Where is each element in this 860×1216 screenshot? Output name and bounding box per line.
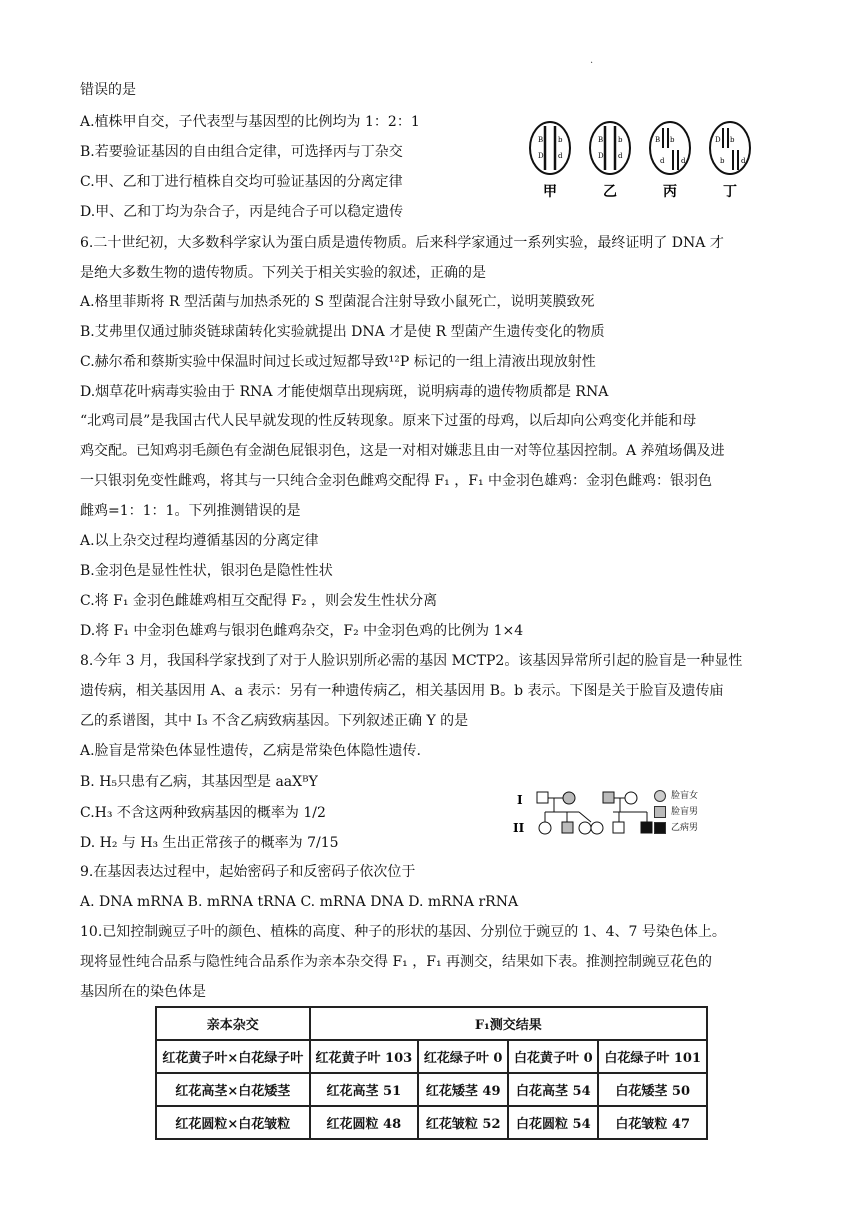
table-cell: 红花圆粒 48 (310, 1106, 419, 1139)
header-dot: · (590, 58, 594, 69)
text-line: 9.在基因表达过程中，起始密码子和反密码子依次位于 (80, 864, 416, 880)
svg-text:d: d (741, 157, 746, 165)
svg-text:B: B (538, 136, 544, 144)
cell-jia (530, 122, 570, 174)
text-line: 一只银羽免变性雌鸡，将其与一只纯合金羽色雌鸡交配得 F₁ ，F₁ 中金羽色雄鸡：金羽色雌鸡：银羽色 (80, 473, 713, 489)
table-row (156, 1073, 707, 1106)
table-cell: 白花皱粒 47 (598, 1106, 707, 1139)
svg-text:B: B (598, 136, 604, 144)
text-line: 8.今年 3 月，我国科学家找到了对于人脸识别所必需的基因 MCTP2。该基因异常所引起的脸盲是一种显性 (80, 653, 743, 669)
table-row (156, 1106, 707, 1139)
cell-yi (590, 122, 630, 174)
text-line: 是绝大多数生物的遗传物质。下列关于相关实验的叙述，正确的是 (80, 265, 486, 281)
text-line: D.甲、乙和丁均为杂合子，丙是纯合子可以稳定遗传 (80, 204, 404, 220)
svg-text:D: D (598, 152, 604, 160)
pedigree-legend (654, 788, 698, 836)
text-line: 10.已知控制豌豆子叶的颜色、植株的高度、种子的形状的基因、分别位于豌豆的 1、4、7 号染色体上。 (80, 924, 726, 940)
svg-text:b: b (618, 136, 623, 144)
text-line: D. H₂ 与 H₃ 生出正常孩子的概率为 7/15 (80, 835, 339, 851)
svg-text:d: d (681, 157, 686, 165)
text-line: C.赫尔希和蔡斯实验中保温时间过长或过短都导致¹²P 标记的一组上清液出现放射性 (80, 354, 596, 370)
table-cell: 白花绿子叶 101 (598, 1040, 707, 1073)
legend-2: 乙病男 (671, 823, 699, 833)
table-header-parent: 亲本杂交 (156, 1007, 310, 1040)
table-cell: 红花矮茎 49 (418, 1073, 508, 1106)
svg-text:D: D (538, 152, 544, 160)
table-cell: 红花高茎 51 (310, 1073, 419, 1106)
table-cell: 红花皱粒 52 (418, 1106, 508, 1139)
text-line: B.艾弗里仅通过肺炎链球菌转化实验就提出 DNA 才是使 R 型菌产生遗传变化的物质 (80, 324, 605, 340)
table-cell: 红花高茎×白花矮茎 (156, 1073, 310, 1106)
cell-bing (650, 122, 690, 174)
table-cell: 红花黄子叶×白花绿子叶 (156, 1040, 310, 1073)
svg-text:b: b (670, 136, 675, 144)
legend-0: 脸盲女 (671, 791, 699, 801)
text-line: C.H₃ 不含这两种致病基因的概率为 1/2 (80, 805, 326, 821)
svg-text:b: b (730, 136, 735, 144)
text-line: 现将显性纯合品系与隐性纯合品系作为亲本杂交得 F₁ ，F₁ 再测交，结果如下表。推测控制豌豆花色的 (80, 954, 713, 970)
gen-label-2: II (513, 821, 525, 835)
table-cell: 红花绿子叶 0 (418, 1040, 508, 1073)
legend-circle-icon (654, 790, 666, 802)
text-line: B. H₅只患有乙病，其基因型是 aaXᴮY (80, 774, 318, 790)
table-cell: 白花黄子叶 0 (508, 1040, 598, 1073)
text-line: C.将 F₁ 金羽色雌雄鸡相互交配得 F₂ ，则会发生性状分离 (80, 593, 438, 609)
svg-text:b: b (720, 157, 725, 165)
table-cell: 白花高茎 54 (508, 1073, 598, 1106)
text-line: A.以上杂交过程均遵循基因的分离定律 (80, 533, 319, 549)
legend-grey-square-icon (654, 806, 666, 818)
text-line: A. DNA mRNA B. mRNA tRNA C. mRNA DNA D. mRNA rRNA (80, 894, 519, 910)
table-header-result: F₁测交结果 (310, 1007, 707, 1040)
cell-label-2: 丙 (663, 184, 677, 200)
text-line: A.格里菲斯将 R 型活菌与加热杀死的 S 型菌混合注射导致小鼠死亡，说明荚膜致死 (80, 294, 595, 310)
cell-label-3: 丁 (723, 184, 737, 200)
text-line: 基因所在的染色体是 (80, 984, 206, 1000)
text-line: 雌鸡=1：1：1。下列推测错误的是 (80, 503, 301, 519)
text-line: D.将 F₁ 中金羽色雄鸡与银羽色雌鸡杂交，F₂ 中金羽色鸡的比例为 1×4 (80, 623, 524, 639)
text-line: D.烟草花叶病毒实验由于 RNA 才能使烟草出现病斑，说明病毒的遗传物质都是 RNA (80, 384, 609, 400)
svg-text:b: b (558, 136, 563, 144)
svg-text:d: d (618, 152, 623, 160)
text-line: 6.二十世纪初，大多数科学家认为蛋白质是遗传物质。后来科学家通过一系列实验，最终证明了 DNA 才 (80, 235, 724, 251)
gen-label-1: I (517, 793, 523, 807)
text-line: 遗传病，相关基因用 A、a 表示：另有一种遗传病乙，相关基因用 B。b 表示。下图是关于脸盲及遗传庙 (80, 683, 724, 699)
svg-text:D: D (715, 136, 721, 144)
cell-ding (710, 122, 750, 174)
cell-label-0: 甲 (543, 184, 557, 200)
svg-text:d: d (558, 152, 563, 160)
table-cell: 白花矮茎 50 (598, 1073, 707, 1106)
legend-black-square-icon (654, 822, 666, 834)
svg-text:d: d (660, 157, 665, 165)
cell-label-1: 乙 (603, 184, 617, 200)
text-line: A.植株甲自交，子代表型与基因型的比例均为 1：2：1 (80, 114, 420, 130)
table-cell: 红花圆粒×白花皱粒 (156, 1106, 310, 1139)
text-line: 错误的是 (80, 82, 136, 98)
text-line: C.甲、乙和丁进行植株自交均可验证基因的分离定律 (80, 174, 403, 190)
table-cell: 红花黄子叶 103 (310, 1040, 419, 1073)
text-line: 乙的系谱图，其中 I₃ 不含乙病致病基因。下列叙述正确 Y 的是 (80, 713, 469, 729)
text-line: 鸡交配。已知鸡羽毛颜色有金湖色屁银羽色，这是一对相对嫌悲且由一对等位基因控制。A 养殖场偶及进 (80, 443, 725, 459)
table-row (156, 1040, 707, 1073)
chromosome-cell-diagram (520, 118, 760, 202)
text-line: B.若要验证基因的自由组合定律，可选择丙与丁杂交 (80, 144, 403, 160)
testcross-table (155, 1006, 708, 1140)
text-line: B.金羽色是显性性状，银羽色是隐性性状 (80, 563, 333, 579)
legend-1: 脸盲男 (671, 807, 699, 817)
text-line: “北鸡司晨”是我国古代人民早就发现的性反转现象。原来下过蛋的母鸡，以后却向公鸡变化并能和母 (80, 413, 697, 429)
text-line: A.脸盲是常染色体显性遗传，乙病是常染色体隐性遗传. (80, 743, 422, 759)
table-cell: 白花圆粒 54 (508, 1106, 598, 1139)
svg-text:B: B (655, 136, 661, 144)
